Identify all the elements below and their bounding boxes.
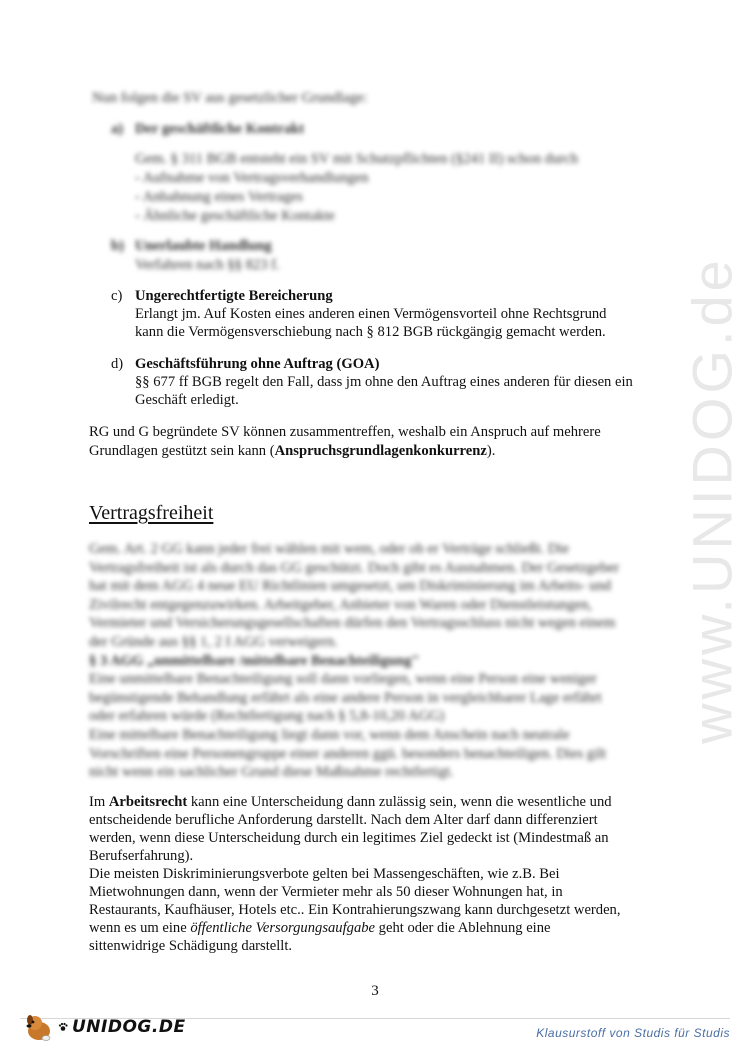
item-c-title: Ungerechtfertigte Bereicherung	[135, 288, 333, 304]
arbeitsrecht-line: Mietwohnungen dann, wenn der Vermieter mehr als 50 dieser Wohnungen hat, in	[89, 884, 563, 900]
page-number: 3	[371, 983, 379, 999]
arbeitsrecht-emphasis: öffentliche Versorgungsaufgabe	[190, 920, 376, 936]
watermark-text: www.UNIDOG.de	[680, 256, 744, 744]
footer-logo	[22, 1012, 186, 1042]
blurred-section-line: Zivilrecht entgegenzuwirken. Arbeitgeber, Anbieter von Waren oder Dienstleistungen,	[89, 596, 592, 613]
item-d-title: Geschäftsführung ohne Auftrag (GOA)	[135, 356, 380, 372]
blurred-section-line: Vertragsfreiheit ist als durch das GG geschützt. Doch gibt es Ausnahmen. Der Gesetzgeber	[89, 559, 620, 576]
rg-line: RG und G begründete SV können zusammentreffen, weshalb ein Anspruch auf mehrere	[89, 424, 601, 440]
item-d-line: Geschäft erledigt.	[135, 392, 239, 408]
item-a-line: - Aufnahme von Vertragsverhandlungen	[135, 170, 369, 186]
item-b-line: Verfahren nach §§ 823 f.	[135, 257, 280, 273]
item-a-line: - Anbahnung eines Vertrages	[135, 189, 303, 205]
blurred-section-line: Eine mittelbare Benachteiligung liegt dann vor, wenn dem Anschein nach neutrale	[89, 727, 570, 743]
blurred-section-line: der Gründe aus §§ 1, 2 I AGG verweigern.	[89, 634, 338, 650]
intro-line: Nun folgen die SV aus gesetzlicher Grundlage:	[92, 90, 368, 106]
item-b-title: Unerlaubte Handlung	[135, 238, 272, 254]
blurred-section-line: § 3 AGG „unmittelbare /mittelbare Benachteiligung"	[89, 652, 420, 669]
item-a-label: a)	[111, 121, 124, 137]
rg-keyword: Anspruchsgrundlagenkonkurrenz	[274, 443, 487, 459]
item-a-title: Der geschäftliche Kontrakt	[135, 121, 305, 137]
arbeitsrecht-line: wenn es um eine öffentliche Versorgungsaufgabe geht oder die Ablehnung eine	[89, 920, 551, 936]
blurred-section-line: begünstigende Behandlung erfährt als eine andere Person in vergleichbarer Lage erfährt	[89, 689, 602, 706]
item-d-label: d)	[111, 356, 124, 372]
arbeitsrecht-line: werden, wenn diese Unterscheidung durch ein legitimes Ziel gedeckt ist (Mindestmaß an	[89, 830, 609, 846]
blurred-section-line: Gem. Art. 2 GG kann jeder frei wählen mit wem, oder ob er Verträge schließt. Die	[89, 541, 569, 557]
blurred-section-line: oder erfahren würde (Rechtfertigung nach § 5,8-10,20 AGG)	[89, 708, 445, 725]
arbeitsrecht-line: Die meisten Diskriminierungsverbote gelten bei Massengeschäften, wie z.B. Bei	[89, 866, 560, 882]
section-heading: Vertragsfreiheit	[89, 502, 214, 524]
arbeitsrecht-keyword: Arbeitsrecht	[108, 794, 188, 810]
blurred-section-line: Vorschriften eine Personengruppe einer anderen ggü. besonders benachteiligen. Dies gilt	[89, 745, 607, 762]
item-d-line: §§ 677 ff BGB regelt den Fall, dass jm ohne den Auftrag eines anderen für diesen ein	[135, 374, 633, 390]
arbeitsrecht-line: sittenwidrige Schädigung darstellt.	[89, 938, 293, 954]
item-c-line: kann die Vermögensverschiebung nach § 812 BGB rückgängig gemacht werden.	[135, 324, 606, 340]
item-a-line: - Ähnliche geschäftliche Kontakte	[135, 208, 335, 224]
arbeitsrecht-line: entscheidende berufliche Anforderung darstellt. Nach dem Alter darf dann differenziert	[89, 812, 598, 828]
blurred-section-line: Vermieter und Versicherungsgesellschaften dürfen den Vertragsschluss nicht wegen einem	[89, 615, 616, 632]
blurred-section-line: Eine unmittelbare Benachteiligung soll dann vorliegen, wenn eine Person eine weniger	[89, 671, 597, 688]
item-c-line: Erlangt jm. Auf Kosten eines anderen einen Vermögensvorteil ohne Rechtsgrund	[135, 306, 607, 322]
arbeitsrecht-line: Berufserfahrung).	[89, 848, 194, 864]
dog-logo-icon	[22, 1012, 56, 1042]
footer-tagline: Klausurstoff von Studis für Studis	[536, 1026, 730, 1040]
item-a-line: Gem. § 311 BGB entsteht ein SV mit Schutzpflichten (§241 II) schon durch	[135, 151, 579, 167]
item-b-label: b)	[111, 238, 124, 254]
rg-line: Grundlagen gestützt sein kann (Anspruchsgrundlagenkonkurrenz).	[89, 443, 496, 459]
arbeitsrecht-line: Restaurants, Kaufhäuser, Hotels etc.. Ein Kontrahierungszwang kann durchgesetzt werden,	[89, 902, 621, 918]
footer-logo-text: UNIDOG.DE	[72, 1017, 186, 1037]
blurred-section-line: nicht wenn ein sachlicher Grund diese Maßnahme rechtfertigt.	[89, 764, 454, 781]
blurred-section-line: hat mit dem AGG 4 neue EU Richtlinien umgesetzt, um Diskriminierung im Arbeits- und	[89, 578, 612, 595]
arbeitsrecht-line: Im Arbeitsrecht kann eine Unterscheidung dann zulässig sein, wenn die wesentliche und	[89, 794, 612, 810]
paw-icon	[58, 1022, 68, 1032]
item-c-label: c)	[111, 288, 123, 304]
